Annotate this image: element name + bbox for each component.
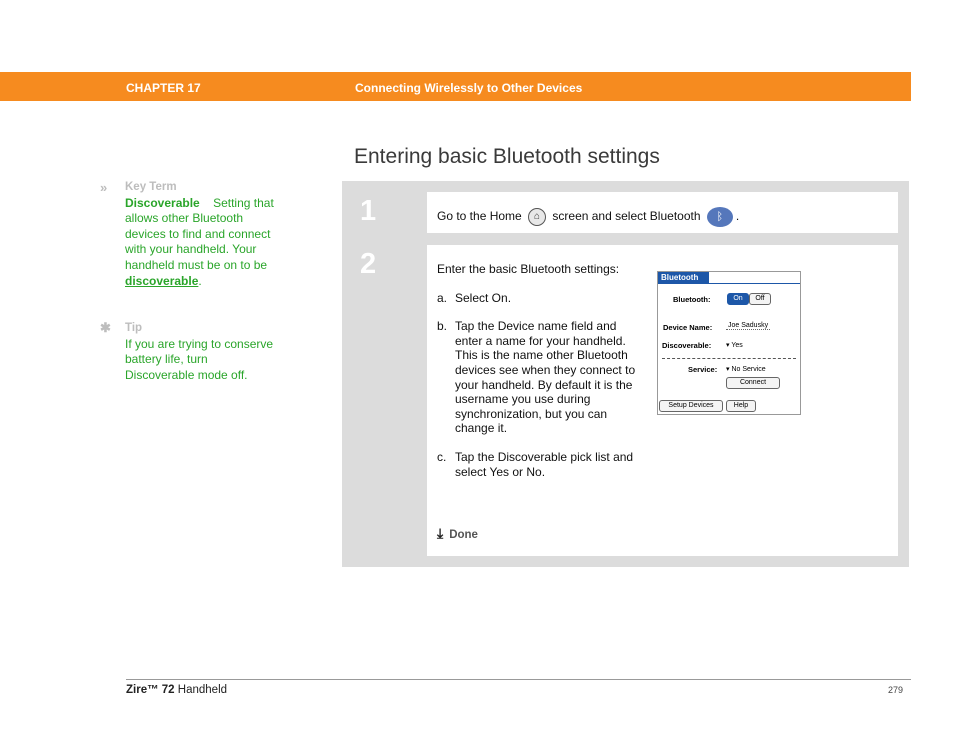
chevron-down-icon: ▾ bbox=[726, 366, 730, 373]
steps-panel bbox=[342, 181, 909, 567]
discoverable-value: Yes bbox=[731, 342, 743, 349]
chapter-header-bar bbox=[0, 72, 911, 101]
service-picklist[interactable] bbox=[726, 365, 766, 373]
step-number: 1 bbox=[360, 195, 377, 227]
connect-button[interactable]: Connect bbox=[726, 377, 780, 389]
off-button[interactable]: Off bbox=[749, 293, 771, 305]
double-chevron-icon: » bbox=[100, 180, 108, 195]
key-term-definition: Setting that allows other Bluetooth devices to find and connect with your handheld. Your handheld must be on to be bbox=[125, 195, 274, 272]
step-1-text-after: . bbox=[735, 209, 740, 224]
list-item-letter: a. bbox=[437, 290, 448, 305]
step-2-intro: Enter the basic Bluetooth settings: bbox=[437, 262, 620, 276]
device-title: Bluetooth bbox=[658, 272, 709, 283]
device-divider bbox=[662, 358, 796, 359]
done-label: Done bbox=[449, 529, 478, 541]
list-item-letter: b. bbox=[437, 319, 448, 334]
home-icon: ⌂ bbox=[528, 208, 546, 226]
list-item bbox=[437, 319, 637, 436]
done-marker bbox=[437, 525, 478, 542]
device-title-rule bbox=[658, 283, 800, 284]
service-value: No Service bbox=[731, 366, 766, 373]
tip-heading: Tip bbox=[125, 322, 143, 334]
device-name-field[interactable]: Joe Sadusky bbox=[728, 322, 769, 329]
service-label: Service: bbox=[688, 365, 718, 374]
device-name-label: Device Name: bbox=[663, 323, 713, 332]
footer-product-name: Handheld bbox=[177, 684, 228, 696]
list-item bbox=[437, 450, 637, 479]
discoverable-label: Discoverable: bbox=[662, 341, 712, 350]
asterisk-icon: ✱ bbox=[100, 320, 111, 335]
bluetooth-label: Bluetooth: bbox=[673, 295, 711, 304]
footer-rule bbox=[126, 679, 911, 680]
chapter-title: Connecting Wirelessly to Other Devices bbox=[355, 81, 583, 95]
step-number: 2 bbox=[360, 248, 377, 280]
footer-brand: Zire™ 72 bbox=[126, 684, 175, 696]
list-item-text: Select On. bbox=[455, 290, 512, 305]
done-arrow-icon: ⤓ bbox=[437, 525, 444, 541]
on-button[interactable]: On bbox=[727, 293, 749, 305]
step-2-box bbox=[427, 245, 898, 556]
key-term-body bbox=[125, 196, 275, 290]
key-term-heading: Key Term bbox=[125, 181, 177, 193]
step-2-instructions bbox=[437, 262, 637, 493]
chevron-down-icon: ▾ bbox=[726, 342, 730, 349]
key-term-period: . bbox=[198, 273, 202, 288]
step-1-box bbox=[427, 192, 898, 233]
list-item-letter: c. bbox=[437, 449, 447, 464]
chapter-label: CHAPTER 17 bbox=[126, 81, 201, 95]
list-item-text: Tap the Discoverable pick list and select Yes or No. bbox=[455, 449, 634, 479]
tip-block bbox=[125, 321, 275, 383]
page-number: 279 bbox=[888, 685, 904, 695]
list-item bbox=[437, 291, 637, 306]
setup-devices-button[interactable]: Setup Devices bbox=[659, 400, 723, 412]
bluetooth-icon: ᛒ bbox=[707, 207, 733, 227]
tip-text: If you are trying to conserve battery life, turn Discoverable mode off. bbox=[125, 336, 274, 382]
footer-product bbox=[126, 684, 227, 696]
step-1-text bbox=[437, 207, 739, 227]
list-item-text: Tap the Device name field and enter a name for your handheld. This is the name other Bluetooth devices see when they connect to your handheld. By default it is the username you use during synchronization, but you can change it. bbox=[455, 319, 636, 436]
discoverable-picklist[interactable] bbox=[726, 341, 743, 349]
step-1-text-before: Go to the Home bbox=[437, 209, 522, 224]
step-1-text-middle: screen and select Bluetooth bbox=[552, 209, 701, 224]
key-term-word: Discoverable bbox=[125, 195, 200, 210]
page-title: Entering basic Bluetooth settings bbox=[354, 145, 660, 168]
key-term-block bbox=[125, 180, 275, 289]
discoverable-link[interactable]: discoverable bbox=[125, 273, 199, 288]
device-screenshot bbox=[657, 271, 801, 415]
help-button[interactable]: Help bbox=[726, 400, 756, 412]
